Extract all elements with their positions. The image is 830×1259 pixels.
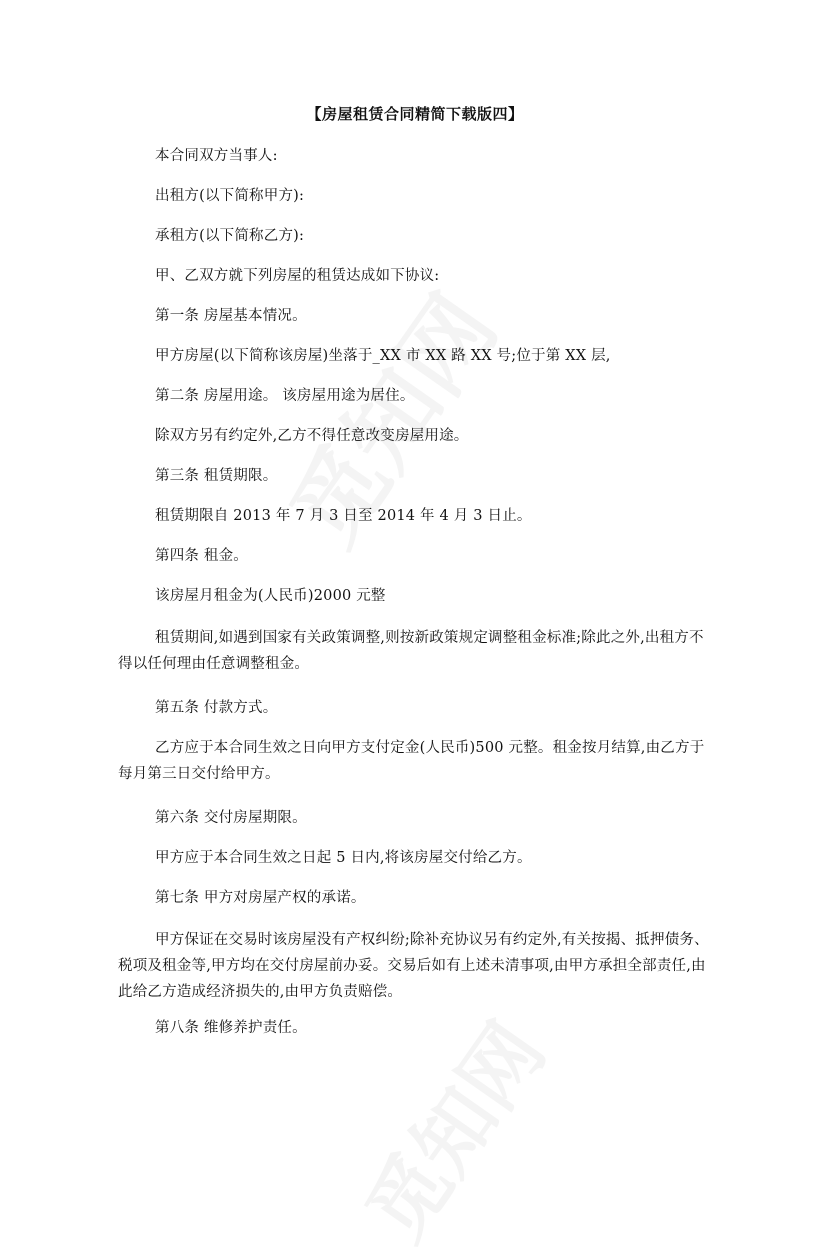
paragraph: 乙方应于本合同生效之日向甲方支付定金(人民币)500 元整。租金按月结算,由乙方于每月第三日交付给甲方。 — [118, 740, 705, 782]
paragraph: 出租方(以下简称甲方): — [155, 188, 305, 204]
section-heading: 第八条 维修养护责任。 — [155, 1020, 307, 1036]
section-heading: 第六条 交付房屋期限。 — [155, 810, 307, 826]
paragraph: 本合同双方当事人: — [155, 148, 278, 164]
section-heading: 第一条 房屋基本情况。 — [155, 308, 307, 324]
paragraph: 该房屋月租金为(人民币)2000 元整 — [155, 588, 386, 604]
document-title: 【房屋租赁合同精简下载版四】 — [306, 105, 524, 123]
paragraph: 甲方保证在交易时该房屋没有产权纠纷;除补充协议另有约定外,有关按揭、抵押债务、税项及租金等,甲方均在交付房屋前办妥。交易后如有上述未清事项,由甲方承担全部责任,由此给乙方造成经济损失的,由甲方负责赔偿。 — [118, 932, 709, 1000]
paragraph: 承租方(以下简称乙方): — [155, 228, 305, 244]
paragraph: 除双方另有约定外,乙方不得任意改变房屋用途。 — [155, 428, 469, 444]
paragraph: 甲方房屋(以下简称该房屋)坐落于_XX 市 XX 路 XX 号;位于第 XX 层, — [155, 348, 611, 364]
section-heading: 第七条 甲方对房屋产权的承诺。 — [155, 890, 366, 906]
section-heading: 第五条 付款方式。 — [155, 700, 278, 716]
paragraph: 甲方应于本合同生效之日起 5 日内,将该房屋交付给乙方。 — [155, 850, 532, 866]
paragraph: 租赁期限自 2013 年 7 月 3 日至 2014 年 4 月 3 日止。 — [155, 508, 532, 524]
paragraph: 甲、乙双方就下列房屋的租赁达成如下协议: — [155, 268, 440, 284]
section-heading: 第二条 房屋用途。 该房屋用途为居住。 — [155, 388, 415, 404]
paragraph: 租赁期间,如遇到国家有关政策调整,则按新政策规定调整租金标准;除此之外,出租方不得以任何理由任意调整租金。 — [118, 630, 704, 672]
section-heading: 第四条 租金。 — [155, 548, 249, 564]
section-heading: 第三条 租赁期限。 — [155, 468, 278, 484]
